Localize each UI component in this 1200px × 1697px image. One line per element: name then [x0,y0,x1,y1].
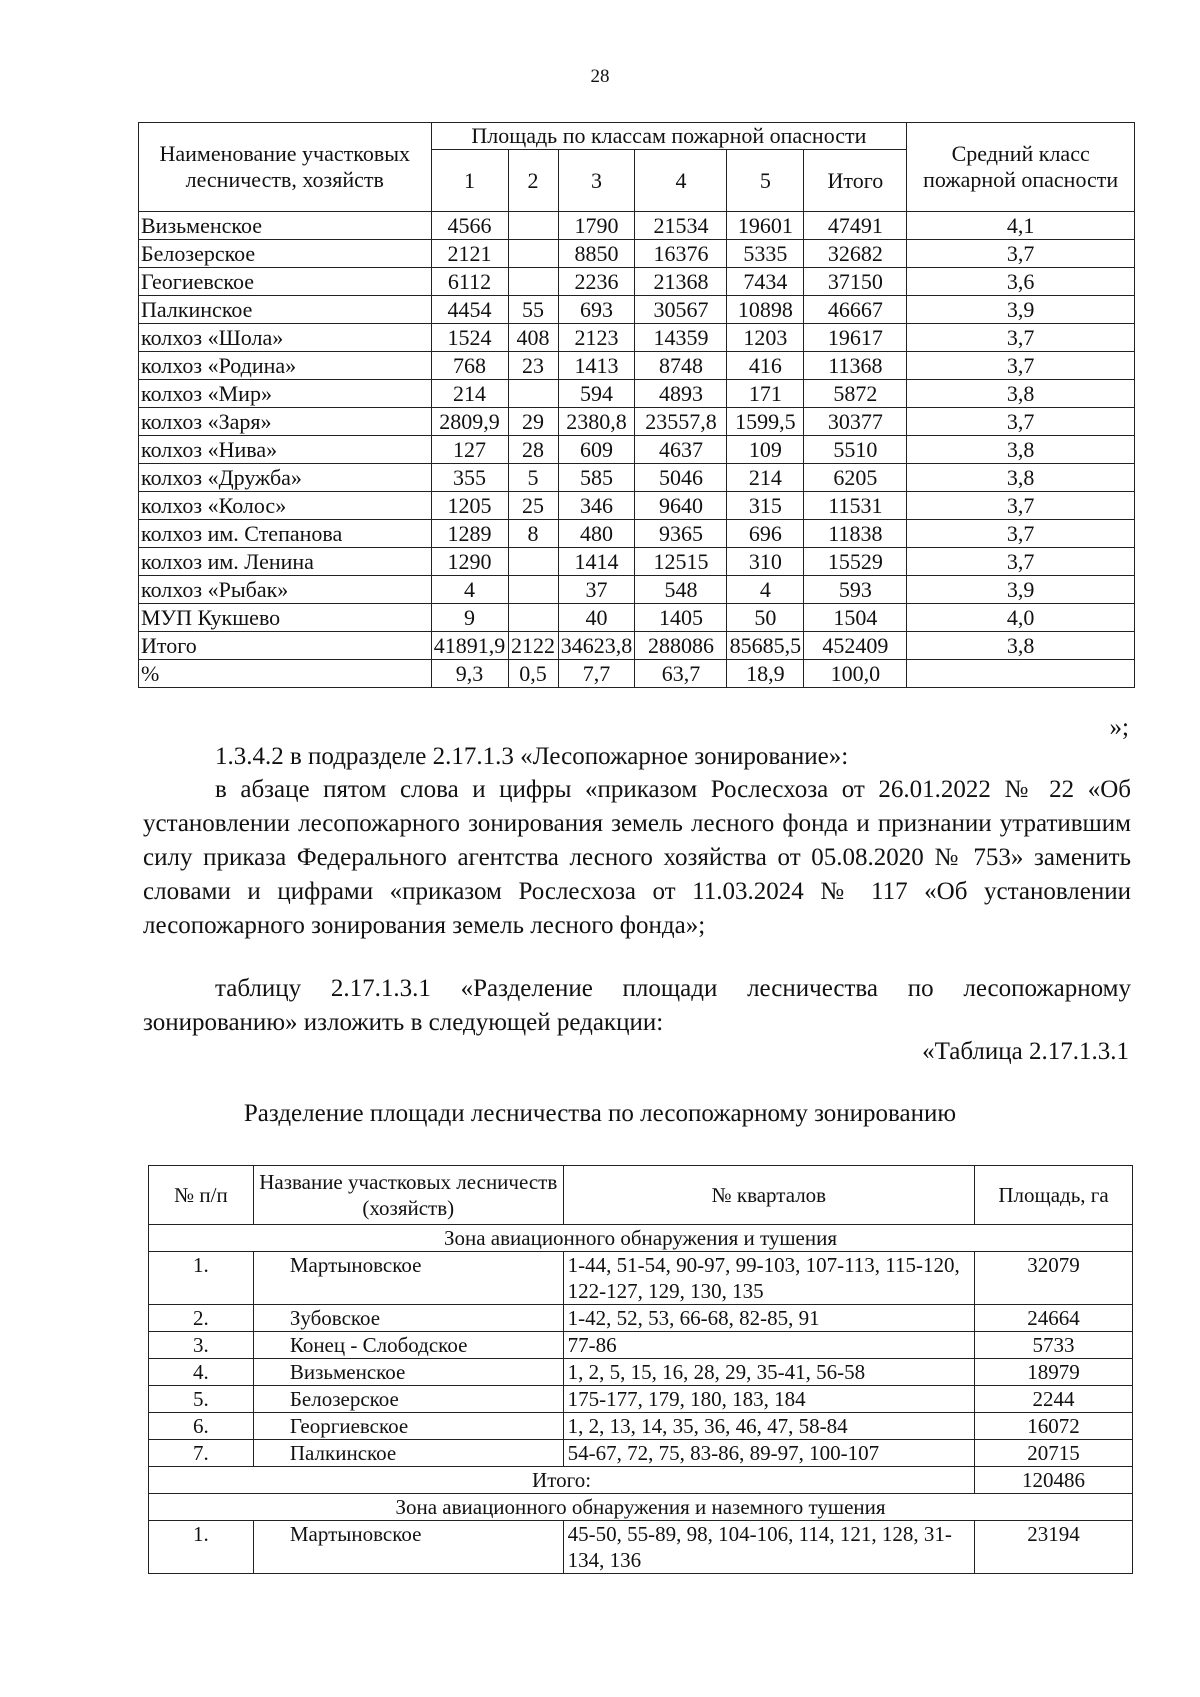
value-cell: 19617 [804,324,907,352]
value-cell: 9640 [635,492,727,520]
header-area: Площадь, га [975,1166,1133,1225]
table-row [139,632,1135,660]
table-row [139,576,1135,604]
value-cell: 1524 [431,324,508,352]
row-name-cell: % [139,660,432,688]
value-cell: 5510 [804,436,907,464]
value-cell [508,380,558,408]
value-cell: 214 [727,464,804,492]
value-cell: 9 [431,604,508,632]
value-cell: 46667 [804,296,907,324]
value-cell: 315 [727,492,804,520]
value-cell: 8 [508,520,558,548]
value-cell: 696 [727,520,804,548]
row-name-cell: МУП Кукшево [139,604,432,632]
header-name: Наименование участковых лесничеств, хозяйств [139,123,432,212]
row-number: 5. [149,1386,254,1413]
value-cell: 37150 [804,268,907,296]
value-cell: 30567 [635,296,727,324]
value-cell: 8850 [558,240,635,268]
row-name-cell: колхоз «Шола» [139,324,432,352]
total-value: 120486 [975,1467,1133,1494]
value-cell: 3,9 [907,576,1135,604]
header-class-2: 2 [508,150,558,212]
value-cell: 2809,9 [431,408,508,436]
row-name-cell: Белозерское [139,240,432,268]
row-name-cell: Итого [139,632,432,660]
value-cell: 5046 [635,464,727,492]
value-cell [508,576,558,604]
area-value: 16072 [975,1413,1133,1440]
value-cell: 1504 [804,604,907,632]
forestry-name: Зубовское [253,1305,563,1332]
quarters-list: 175-177, 179, 180, 183, 184 [563,1386,974,1413]
value-cell: 15529 [804,548,907,576]
table-row [139,548,1135,576]
row-name-cell: колхоз «Рыбак» [139,576,432,604]
zone-aviation-detection-extinguishing-label: Зона авиационного обнаружения и тушения [149,1225,1133,1252]
value-cell: 11531 [804,492,907,520]
value-cell: 416 [727,352,804,380]
value-cell: 310 [727,548,804,576]
value-cell: 4 [727,576,804,604]
value-cell: 7434 [727,268,804,296]
forestry-name: Палкинское [253,1440,563,1467]
value-cell: 1413 [558,352,635,380]
table2-title: Разделение площади лесничества по лесопожарному зонированию [243,1100,957,1127]
row-name-cell: Геогиевское [139,268,432,296]
table-row [139,324,1135,352]
value-cell: 3,8 [907,380,1135,408]
quarters-list: 1, 2, 5, 15, 16, 28, 29, 35-41, 56-58 [563,1359,974,1386]
row-number: 2. [149,1305,254,1332]
header-class-4: 4 [635,150,727,212]
value-cell: 1414 [558,548,635,576]
value-cell: 12515 [635,548,727,576]
zone-aviation-detection-ground-extinguishing [149,1494,1133,1521]
value-cell: 355 [431,464,508,492]
value-cell: 1790 [558,212,635,240]
value-cell: 6112 [431,268,508,296]
row-number: 6. [149,1413,254,1440]
value-cell: 3,8 [907,436,1135,464]
table-row [149,1305,1133,1332]
area-value: 23194 [975,1521,1133,1574]
table-row [139,296,1135,324]
value-cell: 63,7 [635,660,727,688]
value-cell [508,548,558,576]
value-cell: 593 [804,576,907,604]
row-number: 7. [149,1440,254,1467]
paragraph-replacement [143,773,1131,943]
row-name-cell: колхоз им. Ленина [139,548,432,576]
closing-quote: »; [1109,714,1129,741]
value-cell: 4566 [431,212,508,240]
header-forestry-name: Название участковых лесничеств (хозяйств) [253,1166,563,1225]
value-cell: 288086 [635,632,727,660]
table-row [139,380,1135,408]
table-row [139,268,1135,296]
value-cell: 171 [727,380,804,408]
value-cell: 1205 [431,492,508,520]
value-cell: 5 [508,464,558,492]
value-cell [508,212,558,240]
value-cell: 585 [558,464,635,492]
value-cell: 1405 [635,604,727,632]
value-cell: 4 [431,576,508,604]
row-name-cell: колхоз им. Степанова [139,520,432,548]
quarters-list: 1-42, 52, 53, 66-68, 82-85, 91 [563,1305,974,1332]
area-value: 24664 [975,1305,1133,1332]
forestry-name: Визьменское [253,1359,563,1386]
value-cell: 594 [558,380,635,408]
value-cell: 408 [508,324,558,352]
header-class-5: 5 [727,150,804,212]
value-cell: 3,8 [907,632,1135,660]
value-cell: 548 [635,576,727,604]
header-class-total: Итого [804,150,907,212]
value-cell: 1289 [431,520,508,548]
table-row [139,464,1135,492]
value-cell: 7,7 [558,660,635,688]
value-cell: 9365 [635,520,727,548]
forestry-name: Георгиевское [253,1413,563,1440]
value-cell: 1290 [431,548,508,576]
value-cell: 214 [431,380,508,408]
table-row [139,352,1135,380]
row-name-cell: колхоз «Родина» [139,352,432,380]
value-cell: 2380,8 [558,408,635,436]
value-cell: 40 [558,604,635,632]
fire-danger-class-table [138,122,1135,688]
value-cell: 3,6 [907,268,1135,296]
value-cell: 9,3 [431,660,508,688]
value-cell: 21534 [635,212,727,240]
row-number: 1. [149,1521,254,1574]
area-value: 2244 [975,1386,1133,1413]
table-row [149,1440,1133,1467]
value-cell: 28 [508,436,558,464]
quarters-list: 54-67, 72, 75, 83-86, 89-97, 100-107 [563,1440,974,1467]
value-cell: 4637 [635,436,727,464]
value-cell: 100,0 [804,660,907,688]
header-area-group: Площадь по классам пожарной опасности [431,123,907,150]
value-cell [508,604,558,632]
quarters-list: 77-86 [563,1332,974,1359]
area-value: 18979 [975,1359,1133,1386]
header-number: № п/п [149,1166,254,1225]
value-cell: 3,7 [907,352,1135,380]
value-cell: 10898 [727,296,804,324]
value-cell: 11838 [804,520,907,548]
table-row [149,1413,1133,1440]
value-cell: 693 [558,296,635,324]
total-label: Итого: [149,1467,975,1494]
table-row [139,436,1135,464]
value-cell: 5335 [727,240,804,268]
value-cell: 55 [508,296,558,324]
row-name-cell: колхоз «Заря» [139,408,432,436]
value-cell: 50 [727,604,804,632]
value-cell: 6205 [804,464,907,492]
value-cell: 41891,9 [431,632,508,660]
value-cell: 2122 [508,632,558,660]
value-cell: 3,7 [907,548,1135,576]
value-cell: 109 [727,436,804,464]
row-number: 3. [149,1332,254,1359]
value-cell: 3,8 [907,464,1135,492]
value-cell: 4454 [431,296,508,324]
value-cell: 21368 [635,268,727,296]
value-cell: 2121 [431,240,508,268]
value-cell: 23557,8 [635,408,727,436]
header-quarters: № кварталов [563,1166,974,1225]
area-value: 32079 [975,1252,1133,1305]
header-avg-class: Средний класс пожарной опасности [907,123,1135,212]
zone-aviation-detection-extinguishing [149,1225,1133,1252]
value-cell: 1599,5 [727,408,804,436]
value-cell: 3,7 [907,408,1135,436]
row-name-cell: колхоз «Колос» [139,492,432,520]
row-name-cell: колхоз «Мир» [139,380,432,408]
table-row [139,660,1135,688]
forestry-name: Мартыновское [253,1252,563,1305]
area-value: 20715 [975,1440,1133,1467]
forestry-name: Конец - Слободское [253,1332,563,1359]
value-cell: 3,7 [907,240,1135,268]
paragraph-table-change-text: таблицу 2.17.1.3.1 «Разделение площади лесничества по лесопожарному зонированию» изложить в следующей редакции: [143,975,1131,1036]
value-cell: 3,7 [907,492,1135,520]
value-cell: 4,1 [907,212,1135,240]
forestry-name: Мартыновское [253,1521,563,1574]
value-cell: 18,9 [727,660,804,688]
value-cell: 85685,5 [727,632,804,660]
value-cell: 34623,8 [558,632,635,660]
table-row [139,520,1135,548]
row-number: 4. [149,1359,254,1386]
value-cell: 23 [508,352,558,380]
value-cell: 5872 [804,380,907,408]
table-row [139,408,1135,436]
value-cell [508,240,558,268]
value-cell: 1203 [727,324,804,352]
value-cell: 452409 [804,632,907,660]
value-cell: 3,7 [907,520,1135,548]
area-value: 5733 [975,1332,1133,1359]
table-row [139,240,1135,268]
value-cell: 2236 [558,268,635,296]
paragraph-replacement-text: в абзаце пятом слова и цифры «приказом Рослесхоза от 26.01.2022 № 22 «Об установлении лесопожарного зонирования земель лесного фонда и признании утратившим силу приказа Федерального агентства лесного хозяйства от 05.08.2020 № 753» заменить словами и цифрами «приказом Рослесхоза от 11.03.2024 № 117 «Об установлении лесопожарного зонирования земель лесного фонда»; [143,776,1131,939]
value-cell: 0,5 [508,660,558,688]
value-cell: 47491 [804,212,907,240]
value-cell: 19601 [727,212,804,240]
value-cell: 3,9 [907,296,1135,324]
row-number: 1. [149,1252,254,1305]
value-cell: 37 [558,576,635,604]
table-row [149,1332,1133,1359]
table-row [139,492,1135,520]
value-cell: 16376 [635,240,727,268]
paragraph-subsection [143,740,1131,774]
value-cell: 8748 [635,352,727,380]
value-cell: 30377 [804,408,907,436]
value-cell: 768 [431,352,508,380]
table-row [149,1521,1133,1574]
value-cell: 14359 [635,324,727,352]
table-row [149,1386,1133,1413]
value-cell: 2123 [558,324,635,352]
value-cell: 3,7 [907,324,1135,352]
table-reference: «Таблица 2.17.1.3.1 [922,1038,1129,1065]
row-name-cell: Визьменское [139,212,432,240]
header-class-3: 3 [558,150,635,212]
row-name-cell: колхоз «Дружба» [139,464,432,492]
value-cell [907,660,1135,688]
value-cell: 480 [558,520,635,548]
value-cell: 25 [508,492,558,520]
table-row [139,604,1135,632]
total-row [149,1467,1133,1494]
header-class-1: 1 [431,150,508,212]
table-row [149,1359,1133,1386]
page-number: 28 [590,66,610,87]
zone-aviation-detection-ground-extinguishing-label: Зона авиационного обнаружения и наземного тушения [149,1494,1133,1521]
row-name-cell: колхоз «Нива» [139,436,432,464]
value-cell: 4893 [635,380,727,408]
fire-zoning-table [148,1165,1133,1574]
value-cell: 4,0 [907,604,1135,632]
value-cell: 29 [508,408,558,436]
value-cell: 32682 [804,240,907,268]
value-cell: 609 [558,436,635,464]
quarters-list: 45-50, 55-89, 98, 104-106, 114, 121, 128, 31-134, 136 [563,1521,974,1574]
forestry-name: Белозерское [253,1386,563,1413]
paragraph-table-change [143,972,1131,1040]
paragraph-subsection-text: 1.3.4.2 в подразделе 2.17.1.3 «Лесопожарное зонирование»: [215,743,849,770]
table-row [149,1252,1133,1305]
row-name-cell: Палкинское [139,296,432,324]
value-cell: 346 [558,492,635,520]
quarters-list: 1-44, 51-54, 90-97, 99-103, 107-113, 115-120, 122-127, 129, 130, 135 [563,1252,974,1305]
value-cell: 127 [431,436,508,464]
table-row [139,212,1135,240]
quarters-list: 1, 2, 13, 14, 35, 36, 46, 47, 58-84 [563,1413,974,1440]
value-cell [508,268,558,296]
value-cell: 11368 [804,352,907,380]
